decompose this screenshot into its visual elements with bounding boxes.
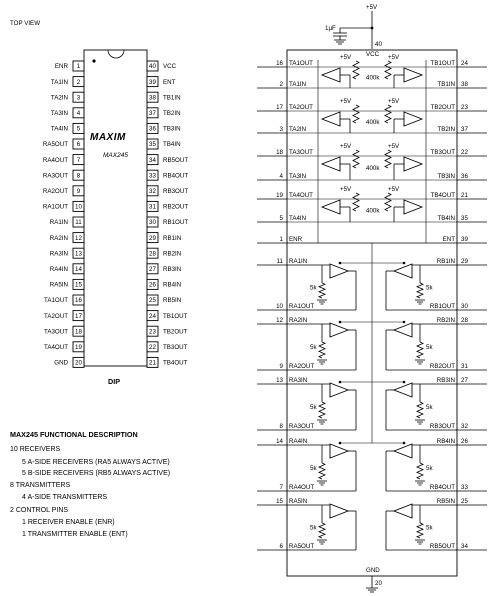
description-title: MAX245 FUNCTIONAL DESCRIPTION [10,430,138,439]
buffer-symbol [330,444,348,458]
pin-number: 4 [76,110,81,117]
resistor [319,463,325,479]
transmitter-section [257,54,487,243]
pin-name: TB2OUT [430,104,455,111]
pin-name: RA2OUT [289,363,315,370]
pin-number: 21 [149,359,156,367]
resistor [385,61,391,79]
pin-number: 37 [149,110,156,117]
pin-number: 38 [461,81,468,88]
pin-name: RB2IN [436,317,455,324]
pin-name: TA1OUT [289,60,313,67]
pin-number: 21 [461,192,468,199]
pin-number: 29 [461,258,468,265]
pin-number: 7 [76,156,81,164]
pin-name: RB2OUT [429,363,455,370]
pin-number: 36 [461,173,468,180]
buffer-symbol [404,200,422,214]
resistor-label: 5k [310,284,317,292]
pin-number: 19 [75,344,82,351]
pin-number: 28 [461,317,468,324]
pin-number: 23 [461,104,468,111]
pin-name: RA4IN [49,266,68,273]
resistor [319,342,325,358]
functional-description [10,430,170,538]
dip-body [84,50,147,366]
resistor [417,523,423,538]
pin-name: RA4IN [289,438,308,445]
buffer-symbol [322,157,340,171]
pin-name: TB3IN [437,173,455,180]
pin-name: TB2OUT [163,328,188,336]
pin-number: 1 [279,236,283,243]
vcc-label: VCC [366,51,380,58]
pin-name: RA5OUT [289,543,315,550]
pin-number: 7 [279,484,283,491]
pin-number: 29 [149,234,156,242]
pin-number: 16 [75,297,82,305]
pin-name: TA3OUT [289,149,313,156]
pullup-label: 400k [366,119,380,126]
pin-number: 19 [276,192,283,199]
pin-number: 40 [149,63,156,71]
resistor [319,283,325,298]
pin-number: 24 [461,60,468,67]
pin-name: RA5OUT [42,141,68,149]
pin-number: 32 [461,423,468,430]
pin-number: 2 [279,81,283,88]
rail-label: +5V [340,186,352,193]
pin-name: RA2IN [289,317,308,324]
rail-label: +5V [388,54,400,61]
pin-name: RB1IN [163,234,182,242]
pin-name: RB5OUT [163,156,189,164]
pin-number: 23 [149,328,156,336]
resistor [353,193,359,211]
pin-number: 17 [75,312,82,320]
pin-name: TA4IN [50,125,68,133]
resistor-label: 5k [310,524,317,532]
pin-name: RB1OUT [163,219,189,227]
functional-schematic [257,4,487,592]
pin-name: TB3IN [163,125,181,133]
pin-name: RB5IN [436,498,455,505]
pin-name: RA5IN [289,498,308,505]
pin-number: 24 [149,312,156,320]
pin-name: TB1OUT [430,60,455,67]
rail-label: +5V [388,98,400,105]
pin-number: 1 [76,63,81,71]
resistor [353,61,359,79]
pin-name: TB4OUT [163,359,188,367]
buffer-symbol [330,504,348,518]
pin-number: 34 [149,156,156,164]
buffer-symbol [394,383,412,397]
top-view-label: TOP VIEW [10,20,41,27]
pin-name: RB4IN [163,281,182,289]
pin-number: 13 [75,250,82,258]
pin-number: 16 [276,60,283,67]
resistor [417,402,423,418]
pin-name: TB4IN [437,215,455,222]
buffer-symbol [322,112,340,126]
pin-number: 22 [149,344,156,351]
pin-number: 32 [149,188,156,195]
resistor [385,105,391,123]
pin-number: 10 [75,203,82,211]
rail-label: +5V [340,98,352,105]
pin-name: RB3OUT [163,188,189,195]
pin-number: 39 [149,78,156,86]
vcc-pin-number: 40 [375,41,382,48]
pin-name: ENR [54,63,68,71]
pin-number: 20 [75,359,82,367]
pin-number: 38 [149,94,156,102]
pin-name: TA3IN [289,173,307,180]
dip-package [43,50,188,386]
pin-number: 11 [75,219,82,227]
pin-name: TA1OUT [44,297,68,305]
resistor [417,283,423,298]
pin-number: 9 [279,363,283,370]
pin-name: RA1OUT [42,203,68,211]
pin-number: 3 [279,126,283,133]
pin-number: 31 [149,203,156,211]
pin-name: RA3IN [49,250,68,258]
pin-name: TA4OUT [44,344,68,351]
pin-name: TA2IN [289,126,307,133]
pin-number: 5 [279,215,283,222]
description-line: 10 RECEIVERS [10,446,61,453]
pin-name: RB2OUT [163,203,189,211]
description-line: 8 TRANSMITTERS [10,482,71,489]
buffer-symbol [330,383,348,397]
rail-label: +5V [388,186,400,193]
pin-number: 17 [276,104,283,111]
buffer-symbol [322,200,340,214]
pin-number: 26 [149,281,156,289]
buffer-symbol [394,323,412,337]
pin-name: TB2IN [437,126,455,133]
buffer-symbol [394,264,412,278]
part-number: MAX245 [103,152,128,159]
pin-number: 36 [149,125,156,133]
resistor-label: 5k [426,524,433,532]
pin-number: 39 [461,236,468,243]
pin-name: RB2IN [163,250,182,258]
pin-name: TB3OUT [430,149,455,156]
pin-number: 18 [75,328,82,336]
pin-number: 10 [276,303,283,310]
pin-name: TA2IN [50,94,68,102]
pin-name: RA4OUT [289,484,315,491]
pin-name: TA4OUT [289,192,313,199]
pin-name: GND [54,359,68,367]
resistor [353,105,359,123]
pin-number: 26 [461,438,468,445]
pin-name: ENT [442,236,455,243]
pin-name: TA4IN [289,215,307,222]
pin-number: 6 [279,543,283,550]
description-line: 5 B-SIDE RECEIVERS (RB5 ALWAYS ACTIVE) [22,470,171,477]
pin-name: RB4IN [436,438,455,445]
buffer-symbol [322,68,340,82]
resistor-label: 5k [310,404,317,411]
pin-name: TB1IN [437,81,455,88]
pin-name: RB4OUT [163,172,189,180]
pin-number: 33 [461,484,468,491]
pin-number: 34 [461,543,468,550]
resistor-label: 5k [426,284,433,292]
capacitor-label: 1µF [325,25,336,32]
pin-number: 31 [461,363,468,370]
pin-number: 9 [76,188,81,195]
rail-label: +5V [340,54,352,61]
pin-name: TB1IN [163,94,181,102]
pin-name: RB3IN [436,377,455,384]
buffer-symbol [404,157,422,171]
pin-number: 30 [461,303,468,310]
pin-number: 8 [279,423,283,430]
pin-number: 3 [76,94,81,102]
pin-name: RA1IN [289,258,308,265]
supply-label: +5V [366,4,378,11]
pin-number: 13 [276,377,283,384]
pin-name: TB1OUT [163,312,188,320]
pin-number: 28 [149,250,156,258]
pin-name: RB5OUT [429,543,455,550]
pin-name: RA3OUT [289,423,315,430]
buffer-symbol [330,323,348,337]
pin-number: 35 [149,141,156,149]
pullup-label: 400k [366,74,380,82]
pullup-label: 400k [366,165,380,172]
resistor [385,193,391,211]
gnd-pin-number: 20 [375,580,382,587]
pin-name: TA2OUT [44,312,68,320]
buffer-symbol [330,264,348,278]
rail-label: +5V [388,143,400,150]
pin-number: 27 [149,266,156,273]
pin-number: 12 [75,234,82,242]
description-line: 1 RECEIVER ENABLE (ENR) [22,519,115,526]
pin-number: 22 [461,149,468,156]
pin-number: 11 [276,258,283,265]
pin-number: 14 [276,438,283,445]
pin-number: 2 [76,78,81,86]
description-line: 1 TRANSMITTER ENABLE (ENT) [22,531,128,538]
buffer-symbol [404,112,422,126]
pin-name: RA5IN [49,281,68,289]
rail-label: +5V [340,143,352,150]
resistor [385,150,391,168]
buffer-symbol [404,68,422,82]
resistor-label: 5k [310,465,317,472]
pin-number: 8 [76,172,81,180]
resistor [417,342,423,358]
resistor-label: 5k [426,344,433,351]
pin-name: VCC [163,63,177,71]
pin-name: RB4OUT [429,484,455,491]
pin-number: 33 [149,172,156,180]
resistor [319,402,325,418]
package-label: DIP [108,377,120,386]
description-line: 4 A-SIDE TRANSMITTERS [22,494,108,501]
pin-number: 4 [279,173,283,180]
resistor [417,463,423,479]
pin-name: TA2OUT [289,104,313,111]
pin-name: RB5IN [163,297,182,305]
pin-number: 18 [276,149,283,156]
receiver-section [257,243,487,550]
pin-name: RA2OUT [42,188,68,195]
pin-number: 6 [76,141,81,149]
pin-number: 25 [149,297,156,305]
pin-name: RA3IN [289,377,308,384]
pin-name: TB4OUT [430,192,455,199]
pin-number: 12 [276,317,283,324]
pin-name: RA1IN [49,219,68,227]
pin-name: RA1OUT [289,303,315,310]
pin-name: TA3IN [50,110,68,117]
buffer-symbol [394,504,412,518]
description-line: 2 CONTROL PINS [10,507,69,514]
pin-number: 5 [76,125,81,133]
pin-name: RB1OUT [429,303,455,310]
pin-number: 15 [276,498,283,505]
buffer-symbol [394,444,412,458]
pin-name: TA1IN [289,81,307,88]
pullup-label: 400k [366,207,380,215]
resistor-label: 5k [426,465,433,472]
pin-name: RA2IN [49,234,68,242]
maxim-logo: MAXIM [90,132,126,143]
pin-number: 14 [75,266,82,273]
pin-name: TB2IN [163,110,181,117]
gnd-label: GND [366,567,380,574]
pin-name: RA3OUT [42,172,68,180]
resistor [319,523,325,538]
pin-number: 37 [461,126,468,133]
pin1-dot [92,59,95,62]
pin-name: RB3IN [163,266,182,273]
pin-number: 35 [461,215,468,222]
pin-name: TA1IN [50,78,68,86]
pin-name: RA4OUT [42,156,68,164]
pin-number: 30 [149,219,156,227]
pin-number: 15 [75,281,82,289]
pin-number: 27 [461,377,468,384]
resistor-label: 5k [426,404,433,411]
pin-name: TB4IN [163,141,181,149]
pin-name: RB1IN [436,258,455,265]
pin-name: TB3OUT [163,344,188,351]
resistor-label: 5k [310,344,317,351]
resistor [353,150,359,168]
pin-number: 25 [461,498,468,505]
pin-name: ENT [163,78,176,86]
pin-name: TA3OUT [44,328,68,336]
description-line: 5 A-SIDE RECEIVERS (RA5 ALWAYS ACTIVE) [22,459,170,466]
pin-name: ENR [289,236,303,243]
pin-name: RB3OUT [429,423,455,430]
